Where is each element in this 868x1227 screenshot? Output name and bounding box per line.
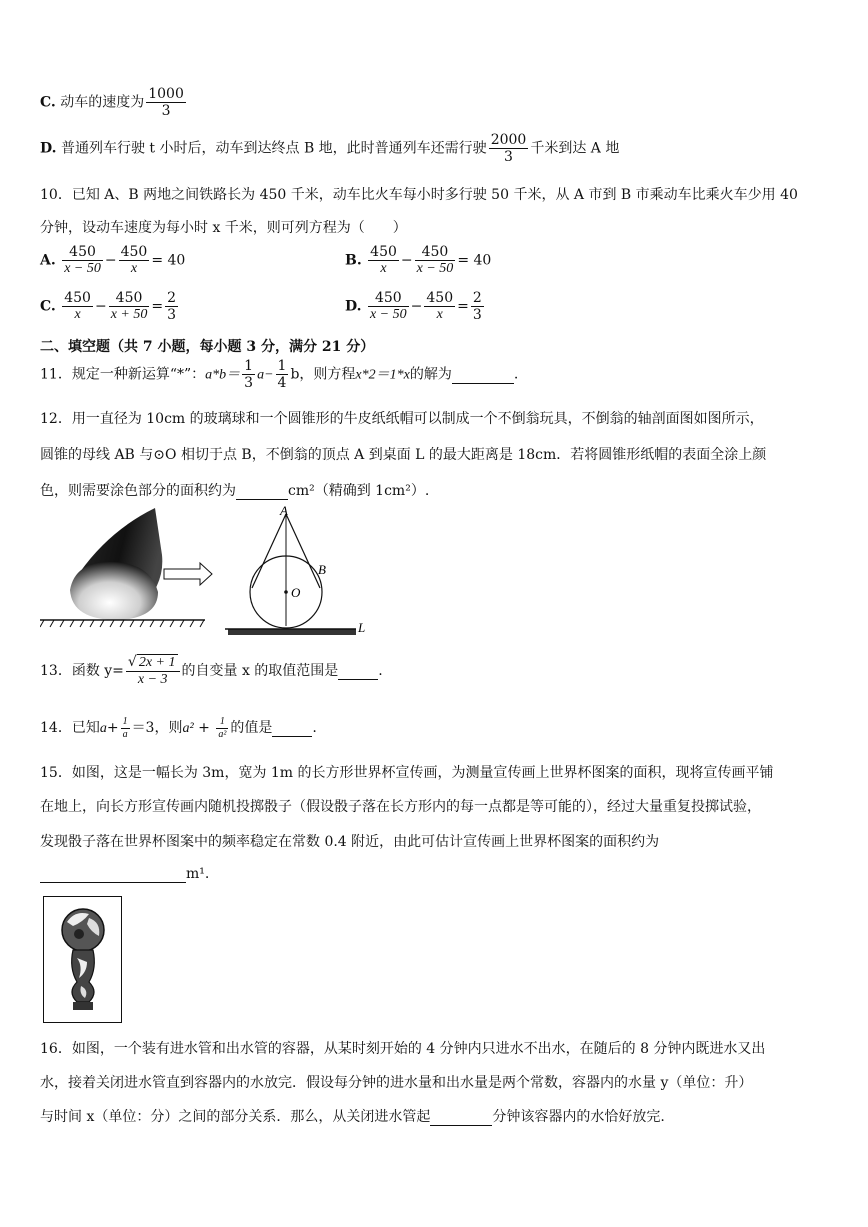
equals: = xyxy=(151,298,164,315)
denominator: x xyxy=(380,261,387,277)
equals: = xyxy=(457,298,469,315)
denominator: a xyxy=(122,728,128,740)
operator: + xyxy=(106,720,119,736)
rhs: = 40 xyxy=(457,252,492,269)
sqrt-content: 2x + 1 xyxy=(138,655,176,670)
q16-line3 xyxy=(40,1106,665,1126)
axial-section-diagram xyxy=(225,503,365,635)
q16-text: 分钟该容器内的水恰好放完. xyxy=(492,1109,665,1125)
denominator: 3 xyxy=(167,307,177,324)
denominator: x xyxy=(130,261,138,277)
denominator: 3 xyxy=(161,103,171,120)
operator: − xyxy=(410,298,423,315)
q15-line4 xyxy=(40,866,209,883)
world-cup-poster xyxy=(43,896,123,1024)
q12-line3 xyxy=(40,480,429,500)
q12-line2: 圆锥的母线 AB 与⊙O 相切于点 B，不倒翁的顶点 A 到桌面 L 的最大距离是 18cm．若将圆锥形纸帽的表面全涂上颜 xyxy=(40,447,767,463)
q13-suffix: 的自变量 x 的取值范围是 xyxy=(181,663,339,680)
denominator: a² xyxy=(218,728,227,740)
q13 xyxy=(40,654,383,688)
period: . xyxy=(378,663,383,680)
section-title: 二、填空题（共 7 小题，每小题 3 分，满分 21 分） xyxy=(40,339,375,355)
denominator: x − 50 xyxy=(369,307,407,323)
fraction xyxy=(109,290,150,323)
numerator: 450 xyxy=(370,244,397,260)
numerator: 450 xyxy=(426,290,454,306)
numerator: 2000 xyxy=(490,132,527,148)
denominator: 3 xyxy=(472,307,482,324)
option-label: D. xyxy=(345,298,362,315)
numerator: 2 xyxy=(167,290,177,306)
q16-line2: 水，接着关闭进水管直到容器内的水放完．假设每分钟的进水量和出水量是两个常数，容器内的水量 y（单位：升） xyxy=(40,1075,753,1091)
numerator: 450 xyxy=(415,244,456,261)
numerator: 1 xyxy=(122,716,128,727)
option-text: 动车的速度为 xyxy=(60,94,145,111)
q15-unit: m¹. xyxy=(186,866,210,882)
numerator: 450 xyxy=(120,244,148,260)
denominator: x xyxy=(436,307,443,323)
answer-blank[interactable] xyxy=(236,483,288,500)
fraction xyxy=(126,654,180,688)
fraction xyxy=(471,290,484,323)
answer-blank[interactable] xyxy=(430,1109,492,1126)
numerator: 450 xyxy=(368,290,409,307)
q10-option-d xyxy=(345,290,486,323)
numerator: 1 xyxy=(216,716,228,729)
q10-line2: 分钟，设动车速度为每小时 x 千米，则可列方程为（ ） xyxy=(40,220,407,236)
numerator: 1 xyxy=(277,358,287,374)
label-o: O xyxy=(291,585,301,600)
fraction xyxy=(489,132,529,165)
q11-prefix: 11．规定一种新运算“*”： xyxy=(40,366,206,383)
fraction xyxy=(424,290,455,323)
label-b: B xyxy=(318,562,326,577)
option-label: C. xyxy=(40,94,56,111)
option-label: D. xyxy=(40,140,57,157)
operator: − xyxy=(104,252,117,269)
q10-option-c xyxy=(40,290,180,323)
answer-blank[interactable] xyxy=(272,720,312,737)
fraction xyxy=(368,290,409,323)
q10-option-b xyxy=(345,244,491,277)
denominator: x − 50 xyxy=(416,261,454,277)
numerator: √ 2x + 1 xyxy=(126,654,180,672)
answer-blank[interactable] xyxy=(338,663,378,680)
fraction xyxy=(121,716,130,740)
var-a-squared: a² xyxy=(182,721,194,736)
answer-blank[interactable] xyxy=(452,367,514,384)
option-label: C. xyxy=(40,298,56,315)
q16-text: 与时间 x（单位：分）之间的部分关系．那么，从关闭进水管起 xyxy=(40,1109,431,1125)
fraction xyxy=(62,244,103,277)
q15-line2: 在地上，向长方形宣传画内随机投掷骰子（假设骰子落在长方形内的每一点都是等可能的），经过大量重复投掷试验， xyxy=(40,799,761,815)
option-label: B. xyxy=(345,252,362,269)
numerator: 1 xyxy=(244,358,254,374)
q11-suffix: 的解为 xyxy=(409,366,452,383)
period: . xyxy=(513,366,519,383)
q14 xyxy=(40,716,317,740)
q13-prefix: 13．函数 y= xyxy=(40,663,124,680)
q12-text: 色，则需要涂色部分的面积约为 xyxy=(40,483,236,499)
q12-line1: 12．用一直径为 10cm 的玻璃球和一个圆锥形的牛皮纸纸帽可以制成一个不倒翁玩具，不倒翁的轴剖面图如图所示， xyxy=(40,411,764,427)
option-text: 普通列车行驶 t 小时后，动车到达终点 B 地，此时普通列车还需行驶 xyxy=(60,140,487,157)
operator: + xyxy=(193,720,215,736)
option-label: A. xyxy=(40,252,56,269)
fraction xyxy=(368,244,399,277)
numerator: 450 xyxy=(64,290,91,306)
fraction xyxy=(216,716,228,740)
denominator: x − 50 xyxy=(64,261,101,277)
numerator: 450 xyxy=(109,290,150,307)
q14-prefix: 14．已知 xyxy=(40,720,100,736)
fraction xyxy=(119,244,150,277)
numerator: 2 xyxy=(472,290,482,306)
fraction xyxy=(242,358,255,391)
q11-equation: x*2＝1*x xyxy=(355,367,410,383)
numerator: 1000 xyxy=(148,86,184,102)
q16-line1: 16．如图，一个装有进水管和出水管的容器，从某时刻开始的 4 分钟内只进水不出水，在随后的 8 分钟内既进水又出 xyxy=(40,1041,766,1057)
fraction xyxy=(62,290,93,323)
fraction xyxy=(165,290,178,323)
q11-expr: b，则方程 xyxy=(290,366,356,383)
q11-expr: a− xyxy=(257,367,274,383)
label-l: L xyxy=(358,620,366,635)
operator: − xyxy=(400,252,413,269)
label-a: A xyxy=(280,503,288,518)
denominator: x − 3 xyxy=(137,672,168,688)
period: . xyxy=(312,720,317,736)
q9-option-d xyxy=(40,132,619,165)
q14-eq: ＝3，则 xyxy=(131,720,183,736)
denominator: x xyxy=(74,307,81,323)
var-a: a xyxy=(99,721,107,736)
q10-line1: 10．已知 A、B 两地之间铁路长为 450 千米，动车比火车每小时多行驶 50 千米，从 A 市到 B 市乘动车比乘火车少用 40 xyxy=(40,187,798,203)
q15-line3: 发现骰子落在世界杯图案中的频率稳定在常数 0.4 附近，由此可估计宣传画上世界杯图案的面积约为 xyxy=(40,834,660,850)
q11 xyxy=(40,358,518,391)
operator: − xyxy=(94,298,107,315)
q14-suffix: 的值是 xyxy=(230,720,273,736)
option-text: 千米到达 A 地 xyxy=(530,140,620,157)
tumbler-photo xyxy=(40,508,205,627)
numerator: 450 xyxy=(62,244,103,261)
denominator: 4 xyxy=(277,375,287,392)
rhs: = 40 xyxy=(151,252,186,269)
q11-expr: a*b＝ xyxy=(205,367,241,383)
q9-option-c xyxy=(40,86,188,119)
denominator: x + 50 xyxy=(110,307,148,323)
fraction xyxy=(415,244,456,277)
tumbler-figure xyxy=(40,500,380,640)
q12-text: cm²（精确到 1cm²）. xyxy=(288,483,430,499)
fraction xyxy=(276,358,289,391)
denominator: 3 xyxy=(504,149,513,166)
q15-line1: 15．如图，这是一幅长为 3m，宽为 1m 的长方形世界杯宣传画，为测量宣传画上世界杯图案的面积，现将宣传画平铺 xyxy=(40,765,774,781)
answer-blank[interactable] xyxy=(40,866,186,883)
arrow-right-icon xyxy=(164,563,212,585)
denominator: 3 xyxy=(244,375,254,392)
fraction xyxy=(146,86,186,119)
q10-option-a xyxy=(40,244,185,277)
